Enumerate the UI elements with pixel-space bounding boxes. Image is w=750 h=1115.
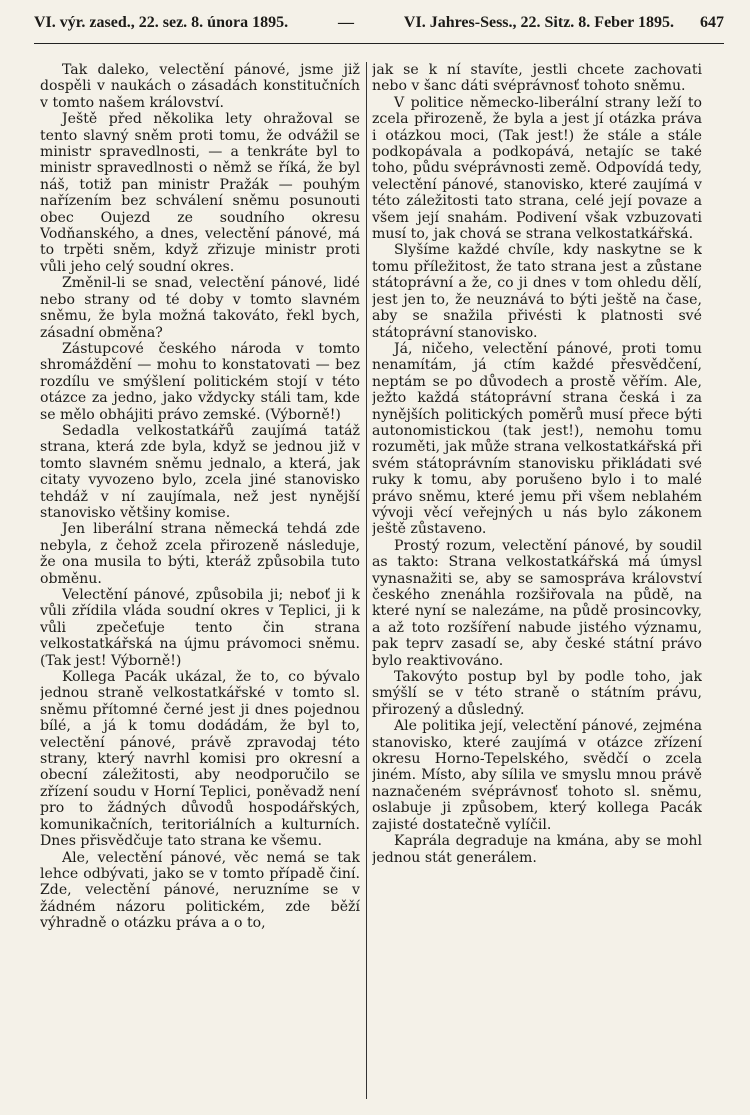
header-rule — [34, 43, 724, 44]
header-right-group — [404, 14, 724, 32]
page-number: 647 — [699, 14, 724, 31]
paragraph: jak se k ní stavíte, jestli chcete zachovati nebo v šanc dáti svéprávnosť tohoto sněmu. — [372, 62, 702, 95]
header-dash: — — [338, 14, 354, 31]
paragraph: Ale politika její, velectění pánové, zejména stanovisko, které zaujímá v otázce zřízení okresu Horno-Tepelského, svědčí o zcela jiném. Místo, aby sílila ve smyslu mnou právě naznačeném svéprávnosť tohoto sl. sněmu, oslabuje ji způsobem, který kollega Pacák zajisté dostatečně vylíčil. — [372, 718, 702, 833]
paragraph: Sedadla velkostatkářů zaujímá tatáž strana, která zde byla, když se jednou již v tomto slavném sněmu jednalo, a která, jak citaty vyvozeno bylo, zcela jiné stanovisko tehdáž v ní zaujímala, než jest nynější stanovisko většiny komise. — [40, 422, 360, 521]
paragraph: Kollega Pacák ukázal, že to, co bývalo jednou straně velkostatkářské v tomto sl. sněmu přítomné černé jest ji dnes pojednou bílé, a já k tomu dodádám, že byl to, velectění pánové, právě zpravodaj této strany, který navrhl komisi pro okresní a obecní záležitosti, aby neodporučilo se zřízení soudu v Horní Teplici, poněvadž není pro to žádných důvodů hospodářských, komunikačních, teritoriálních a kulturních. Dnes přisvědčuje tato strana ke všemu. — [40, 669, 360, 850]
paragraph: Prostý rozum, velectění pánové, by soudil as takto: Strana velkostatkářská má úmysl vynasnažiti se, aby se samosprávа království českého znenáhla rozšiřovala na půdě, na které nyní se nalezáme, na půdě prosincovky, a až toto rozšíření nabude jistého významu, pak teprv zasadí se, aby české státní právo bylo reaktivováno. — [372, 537, 702, 669]
header-czech: VI. výr. zased., 22. sez. 8. února 1895. — [34, 14, 289, 31]
paragraph: Ale, velectění pánové, věc nemá se tak lehce odbývati, jako se v tomto případě činí. Zde, velectění pánové, neruzníme se v žádném názoru politickém, zde běží výhradně o otázku práva a o to, — [40, 849, 360, 932]
right-column — [372, 62, 702, 1095]
paragraph: Já, ničeho, velectění pánové, proti tomu nenamítám, já ctím každé přesvědčení, neptám se po důvodech a prostě věřím. Ale, ježto každá státoprávní strana česká i za nynějších politických poměrů musí přece býti autonomistickou (tak jest!), nemohu tomu rozuměti, jak může strana velkostatkářská při svém státoprávním stanovisku přikládati své ruky k tomu, aby porušeno bylo i to malé právo sněmu, které jemu při všem neblahém vývoji věcí veřejných u nás bylo zákonem ještě zůstaveno. — [372, 340, 702, 538]
left-column — [40, 62, 360, 1095]
paragraph: Zástupcové českého národa v tomto shromáždění — mohu to konstatovati — bez rozdílu ve smýšlení politickém stojí v této otázce za jedno, jako vždycky stáli tam, kde se mělo obhájiti právo zemské. (Výborně!) — [40, 340, 360, 423]
paragraph: Ještě před několika lety ohražoval se tento slavný sněm proti tomu, že odvážil se ministr spravedlnosti, — a tenkráte byl to ministr spravedlnosti o němž se říká, že byl náš, totiž pan ministr Pražák — pouhým nařízením bez schválení sněmu posunouti obec Oujezd ze soudního okresu Vodňanského, a dnes, velectění pánové, má to trpěti sněm, když zřizuje ministr proti vůli jeho celý soudní okres. — [40, 111, 360, 275]
paragraph: V politice německo-liberální strany leží to zcela přirozeně, že byla a jest jí otázka práva i otázkou moci, (Tak jest!) že stále a stále podkopávala a podkopává, netajíc se také toho, půdu svéprávnosti země. Odpovídá tedy, velectění pánové, stanovisko, které zaujímá v této záležitosti tato strana, celé její povaze a všem její snahám. Podivení však vzbuzovati musí to, jak chová se strana velkostatkářská. — [372, 94, 702, 243]
column-divider — [366, 62, 367, 1099]
paragraph: Tak daleko, velectění pánové, jsme již dospěli v naukách o zásadách konstitučních v tomto našem království. — [40, 62, 360, 111]
paragraph: Kaprála degraduje na kmána, aby se mohl jednou stát generálem. — [372, 833, 702, 866]
header-german: VI. Jahres-Sess., 22. Sitz. 8. Feber 1895. — [403, 14, 674, 31]
paragraph: Velectění pánové, způsobila ji; neboť ji k vůli zřídila vláda soudní okres v Teplici, ji k vůli zpečeťuje tento čin strana velkostatkářská na újmu právomoci sněmu. (Tak jest! Výborně!) — [40, 587, 360, 669]
page-header — [34, 14, 724, 40]
paragraph: Takovýto postup byl by podle toho, jak smýšlí se v této straně o státním právu, přirozený a důsledný. — [372, 669, 702, 718]
paragraph: Slyšíme každé chvíle, kdy naskytne se k tomu příležitost, že tato strana jest a zůstane státoprávní a že, co ji dnes v tom ohledu dělí, jest jen to, že neuznává to býti ještě na čase, aby se snažila přivésti k platnosti své státoprávní stanovisko. — [372, 242, 702, 341]
paragraph: Změnil-li se snad, velectění pánové, lidé nebo strany od té doby v tomto slavném sněmu, že byla možná takováto, řekl bych, zásadní obměna? — [40, 275, 360, 341]
paragraph: Jen liberální strana německá tehdá zde nebyla, z čehož zcela přirozeně následuje, že ona musila to býti, kteráž způsobila tuto obměnu. — [40, 521, 360, 587]
